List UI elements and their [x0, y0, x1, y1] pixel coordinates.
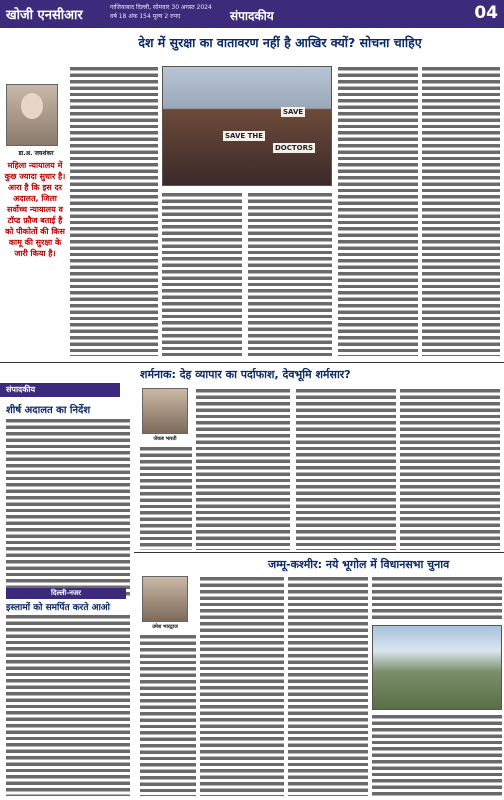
page-number: 04: [474, 3, 498, 23]
article-column: [200, 576, 284, 796]
middle-headline: शर्मनाक: देह व्यापार का पर्दाफाश, देवभूमि शर्मसार?: [140, 368, 351, 381]
author-name: जेकब भारती: [153, 436, 177, 442]
masthead-date: गाजियाबाद दिल्ली, सोमवार 30 अगस्त 2024: [110, 4, 212, 11]
author-photo: [6, 84, 58, 146]
newspaper-title: खोजी एनसीआर: [6, 8, 83, 23]
article-column: [288, 576, 368, 796]
photo-sign: SAVE: [283, 108, 304, 116]
lower-headline: जम्मू-कश्मीर: नये भूगोल में विधानसभा चुनाव: [268, 558, 450, 571]
article-column: [400, 388, 500, 550]
photo-sign: DOCTORS: [275, 144, 314, 152]
author-photo: [142, 576, 188, 622]
photo-sign: SAVE THE: [225, 132, 264, 140]
article-column: [372, 714, 502, 796]
reader-bar: दिल्ली-नजर: [6, 588, 126, 599]
editorial-subhead: शीर्ष अदालत का निर्देश: [6, 405, 91, 416]
divider: [0, 362, 504, 363]
article-column: [140, 446, 192, 550]
article-column: [296, 388, 396, 550]
article-column: [372, 576, 502, 622]
article-column: [70, 66, 158, 356]
section-label: संपादकीय: [0, 383, 120, 397]
divider: [134, 552, 504, 553]
article-column: [338, 66, 418, 356]
column-subhead: इस्लामों को समर्पित करते आओ: [6, 603, 111, 613]
article-column: [6, 614, 130, 796]
protest-photo: [162, 66, 332, 186]
article-column: [162, 192, 242, 356]
author-photo: [142, 388, 188, 434]
article-column: [248, 192, 332, 356]
valley-photo: [372, 625, 502, 710]
article-column: [6, 418, 130, 596]
article-column: [140, 634, 196, 796]
masthead-issue: वर्ष 18 अंक 154 मूल्य 2 रुपए: [110, 13, 181, 20]
article-column: [196, 388, 290, 550]
section-title: संपादकीय: [230, 9, 274, 23]
author-name: डा.अ. जयशंकर: [18, 150, 54, 157]
pull-quote: महिला न्यायालय में कुछ ज्यादा सुधार है। आरा है कि इस दर अदालत, जिला सर्वोच्च न्यायालय व टॉप्ड फ़ौज बताई है को पीकोतों की किस कामू की सुरक्षा के जारी किया है।: [4, 161, 66, 258]
author-name: उमेश भारद्वाज: [152, 624, 178, 630]
article-column: [422, 66, 500, 356]
lead-headline: देश में सुरक्षा का वातावरण नहीं है आखिर क्यों? सोचना चाहिए: [138, 35, 422, 50]
masthead: [0, 0, 504, 28]
masthead-meta: [110, 3, 230, 21]
